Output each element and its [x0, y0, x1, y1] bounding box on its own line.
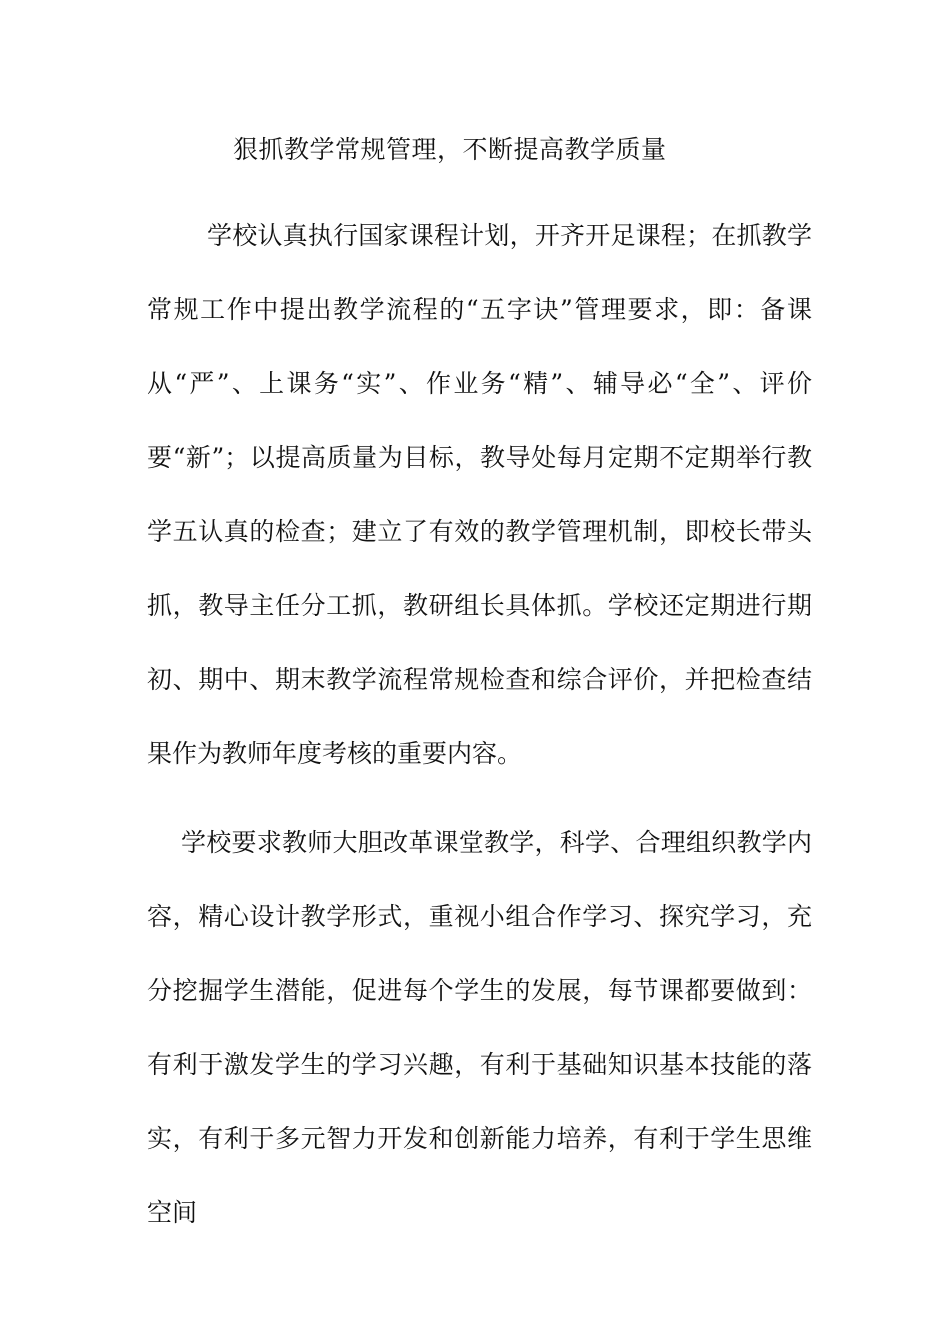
document-title: 狠抓教学常规管理，不断提高教学质量 — [233, 135, 667, 164]
paragraph-2: 学校要求教师大胆改革课堂教学，科学、合理组织教学内容，精心设计教学形式，重视小组合作学习、探究学习，充分挖掘学生潜能，促进每个学生的发展，每节课都要做到：有利于激发学生的学习兴趣，有利于基础知识基本技能的落实，有利于多元智力开发和创新能力培养，有利于学生思维空间 — [147, 828, 812, 1227]
paragraph-1: 学校认真执行国家课程计划，开齐开足课程；在抓教学常规工作中提出教学流程的“五字诀”管理要求，即：备课从“严”、上课务“实”、作业务“精”、辅导必“全”、评价要“新”；以提高质量为目标，教导处每月定期不定期举行教学五认真的检查；建立了有效的教学管理机制，即校长带头抓，教导主任分工抓，教研组长具体抓。学校还定期进行期初、期中、期末教学流程常规检查和综合评价，并把检查结果作为教师年度考核的重要内容。 — [147, 221, 812, 768]
